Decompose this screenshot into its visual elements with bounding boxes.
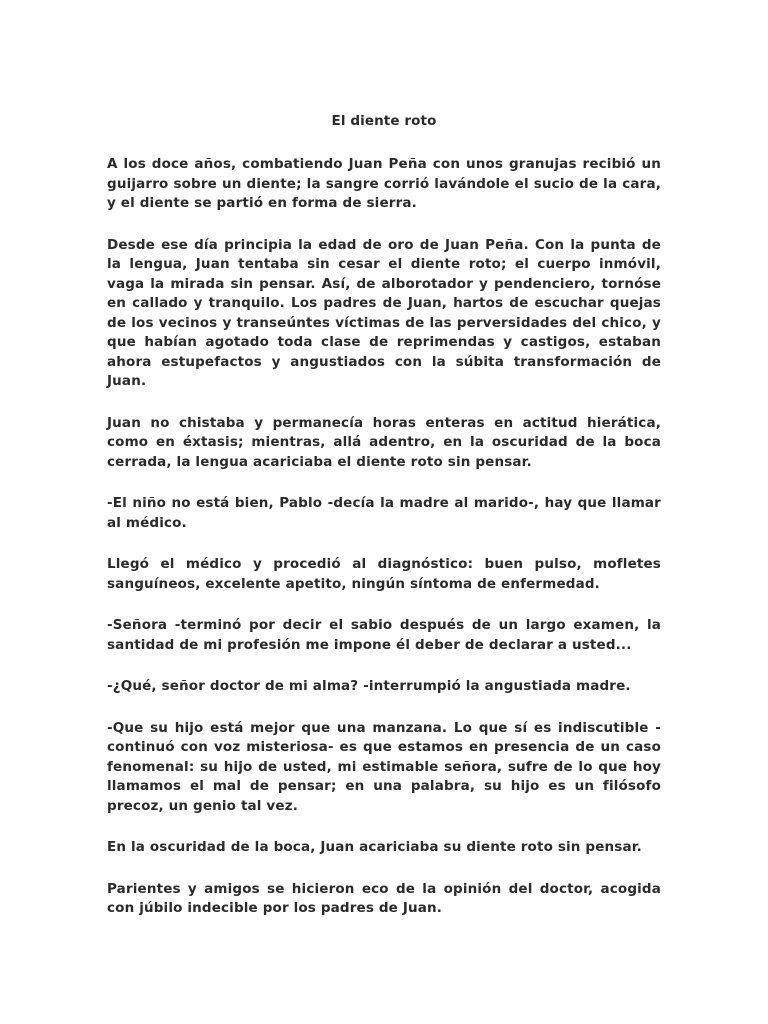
paragraph-1: A los doce años, combatiendo Juan Peña con unos granujas recibió un guijarro sobre un diente; la sangre corrió lavándole el sucio de la cara, y el diente se partió en forma de sierra.: [107, 156, 661, 211]
paragraph-4: -El niño no está bien, Pablo -decía la madre al marido-, hay que llamar al médico.: [107, 495, 661, 531]
paragraph-7: -¿Qué, señor doctor de mi alma? -interrumpió la angustiada madre.: [107, 678, 631, 694]
document-title: El diente roto: [331, 113, 437, 129]
paragraph-6: -Señora -terminó por decir el sabio después de un largo examen, la santidad de mi profesión me impone él deber de declarar a usted...: [107, 617, 661, 653]
paragraph-5: Llegó el médico y procedió al diagnóstico: buen pulso, mofletes sanguíneos, excelente apetito, ningún síntoma de enfermedad.: [107, 556, 661, 592]
paragraph-10: Parientes y amigos se hicieron eco de la opinión del doctor, acogida con júbilo indecible por los padres de Juan.: [107, 880, 661, 916]
paragraph-3: Juan no chistaba y permanecía horas enteras en actitud hierática, como en éxtasis; mientras, allá adentro, en la oscuridad de la boca cerrada, la lengua acariciaba el diente roto sin pensar.: [107, 414, 661, 470]
paragraph-2: Desde ese día principia la edad de oro de Juan Peña. Con la punta de la lengua, Juan tentaba sin cesar el diente roto; el cuerpo inmóvil, vaga la mirada sin pensar. Así, de alborotador y pendenciero, tornóse en callado y tranquilo. Los padres de Juan, hartos de escuchar quejas de los vecinos y transeúntes víctimas de las perversidades del chico, y que habían agotado toda clase de reprimendas y castigos, estaban ahora estupefactos y angustiados con la súbita transformación de Juan.: [107, 236, 661, 389]
document-page: [107, 112, 661, 941]
paragraph-9: En la oscuridad de la boca, Juan acariciaba su diente roto sin pensar.: [107, 839, 642, 855]
paragraph-8: -Que su hijo está mejor que una manzana. Lo que sí es indiscutible -continuó con voz misteriosa- es que estamos en presencia de un caso fenomenal: su hijo de usted, mi estimable señora, sufre de lo que hoy llamamos el mal de pensar; en una palabra, su hijo es un filósofo precoz, un genio tal vez.: [107, 719, 661, 814]
